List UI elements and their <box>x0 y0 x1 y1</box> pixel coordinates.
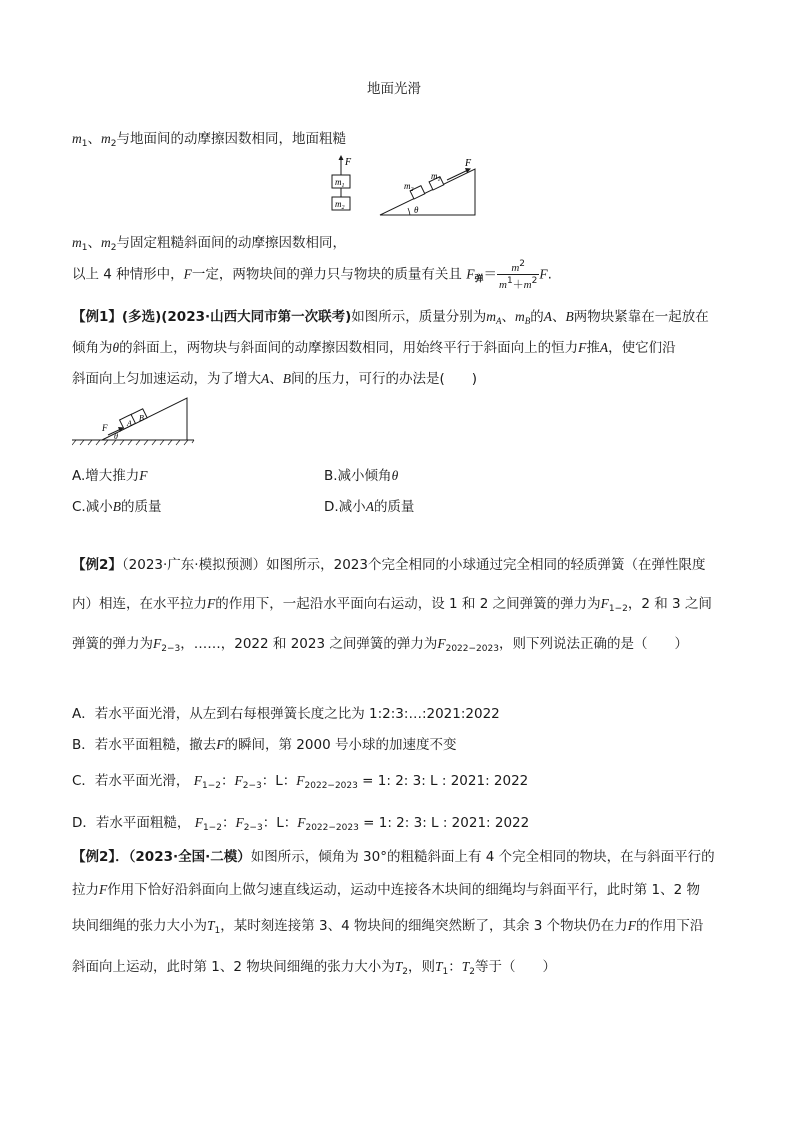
sub-2022-2023: 2022−2023 <box>304 781 358 791</box>
var-m1: m <box>72 235 82 250</box>
sub-2022-2023: 2022−2023 <box>445 644 499 654</box>
sub-1-2: 1−2 <box>608 604 628 614</box>
var-T2: T <box>394 959 403 974</box>
example3-text: ，某时刻连接第 3、4 物块间的细绳突然断了，其余 3 个物块仍在力 <box>220 918 628 934</box>
sub-2022-2023: 2022−2023 <box>305 823 359 833</box>
example2-text: 弹簧的弹力为 <box>72 636 153 652</box>
option-b[interactable] <box>72 733 456 753</box>
condition-text: 与固定粗糙斜面间的动摩擦因数相同， <box>116 235 346 251</box>
var-F: F <box>207 596 216 611</box>
section-heading: 地面光滑 <box>367 81 421 97</box>
var-theta: θ <box>112 340 120 355</box>
example2-source: （2023·广东·模拟预测） <box>121 557 267 573</box>
var-F: F <box>235 815 244 830</box>
example1-tag: 【例1】 <box>72 309 122 325</box>
ellipsis-L: L <box>275 773 283 789</box>
var-F: F <box>627 918 636 933</box>
force-arrowhead-up <box>339 155 344 160</box>
sub-2: 2 <box>110 243 117 253</box>
example2-text: 如图所示，2023个完全相同的小球通过完全相同的轻质弹簧（在弹性限度 <box>266 557 706 573</box>
sub-A: A <box>496 316 502 326</box>
colon: ： <box>261 773 276 789</box>
example3-text: 的作用下沿 <box>635 918 704 934</box>
example2-text: 的作用下，一起沿水平面向右运动，设 1 和 2 之间弹簧的弹力为 <box>215 596 601 612</box>
sub-2: 2 <box>110 139 117 149</box>
colon: ： <box>282 773 297 789</box>
var-T2: T <box>461 959 470 974</box>
separator: 、 <box>552 309 566 325</box>
example1-text: 倾角为 <box>72 340 113 356</box>
var-F: F <box>194 815 203 830</box>
sub-2-3: 2−3 <box>243 823 263 833</box>
ellipsis-L: L <box>276 815 284 831</box>
label-A: A <box>127 419 132 428</box>
var-A: A <box>599 340 609 355</box>
option-b-text: B.减小倾角 <box>324 468 392 484</box>
option-c-text: C．若水平面光滑， <box>72 773 190 789</box>
example3-text: 作用下恰好沿斜面向上做匀速直线运动，运动中连接各木块间的细绳均与斜面平行，此时第 1、2 物 <box>107 882 701 898</box>
example3-line3 <box>72 909 703 948</box>
example3-line1 <box>72 841 715 874</box>
period: . <box>547 266 552 283</box>
sub-2-3: 2−3 <box>161 644 181 654</box>
sub-1: 1 <box>214 926 221 936</box>
var-F: F <box>216 737 225 752</box>
option-d[interactable] <box>72 811 529 833</box>
example3-text: 等于（ ） <box>475 959 557 975</box>
option-b-text: 的瞬间，第 2000 号小球的加速度不变 <box>224 737 457 753</box>
sub-1-2: 1−2 <box>202 823 222 833</box>
var-m2: m <box>100 131 111 146</box>
ratio-rhs: = 1: 2: 3: L : 2021: 2022 <box>363 815 530 831</box>
sub-2-3: 2−3 <box>242 781 262 791</box>
var-m2: m <box>100 235 111 250</box>
example3-text: 块间细绳的张力大小为 <box>72 918 207 934</box>
label-m2-incline: $m_2$ <box>404 181 414 193</box>
sub-1: 1 <box>81 243 88 253</box>
sub-1: 1 <box>81 139 88 149</box>
option-b[interactable] <box>324 464 398 484</box>
separator: 、 <box>501 309 516 325</box>
example1-text: 的 <box>530 309 544 325</box>
conclusion-pre: 以上 4 种情形中， <box>72 266 184 283</box>
example1-text: ，使它们沿 <box>608 340 676 356</box>
conclusion-line <box>72 258 552 291</box>
label-F: F <box>102 423 108 433</box>
incline-triangle <box>380 169 475 215</box>
example2-line1 <box>72 549 705 582</box>
var-F: F <box>193 773 202 788</box>
example3-text: 斜面向上运动，此时第 1、2 物块间细绳的张力大小为 <box>72 959 395 975</box>
option-d-text: D．若水平面粗糙， <box>72 815 191 831</box>
example2-tag: 【例2】 <box>72 557 122 573</box>
separator: 、 <box>87 235 101 251</box>
var-F: F <box>234 773 243 788</box>
equals-sign: ＝ <box>483 266 497 283</box>
option-d[interactable] <box>324 495 414 515</box>
example3-line2 <box>72 873 700 907</box>
label-m1-incline: $m_1$ <box>431 171 441 183</box>
option-c[interactable] <box>72 495 161 515</box>
var-F: F <box>296 773 305 788</box>
var-F: F <box>297 815 306 830</box>
separator: 、 <box>269 371 283 387</box>
example3-text: 拉力 <box>72 882 99 898</box>
separator: 、 <box>87 131 101 147</box>
force-arrow-incline <box>447 170 468 180</box>
example1-line3 <box>72 362 477 396</box>
label-m2-vertical: $m_2$ <box>335 199 345 211</box>
sub-elastic: 弹 <box>474 274 484 285</box>
var-F23: F <box>153 636 162 651</box>
colon: ： <box>220 773 235 789</box>
conclusion-mid: 一定，两物块间的弹力只与物块的质量有关且 <box>191 266 462 283</box>
example3-text: 如图所示，倾角为 30°的粗糙斜面上有 4 个完全相同的物块，在与斜面平行的 <box>250 849 715 865</box>
var-A: A <box>261 371 270 386</box>
option-c-text: C.减小 <box>72 499 113 515</box>
example2-text: ，2 和 3 之间 <box>627 596 712 612</box>
example1-text: 的斜面上，两物块与斜面间的动摩擦因数相同，用始终平行于斜面向上的恒力 <box>119 340 579 356</box>
example3-line4 <box>72 950 556 989</box>
colon: ： <box>262 815 277 831</box>
var-m1: m <box>72 131 82 146</box>
example2-text: ，……，2022 和 2023 之间弹簧的弹力为 <box>180 636 438 652</box>
example1-text: 间的压力，可行的办法是( ) <box>291 371 478 387</box>
mass-fraction: $\frac{m^2}{m^1+m^2}$ <box>498 259 538 291</box>
var-F: F <box>578 340 587 355</box>
sub-1: 1 <box>442 967 449 977</box>
var-T1: T <box>207 918 215 933</box>
figure-blocks-diagram <box>325 155 485 220</box>
example2-line2 <box>72 587 712 626</box>
var-F: F <box>139 468 148 483</box>
example1-text: 两物块紧靠在一起放在 <box>573 309 709 325</box>
option-d-text: 的质量 <box>373 499 415 515</box>
label-F-vertical: F <box>345 157 352 168</box>
var-F12: F <box>600 596 609 611</box>
example3-text: ，则 <box>408 959 436 975</box>
var-mA: m <box>486 309 497 324</box>
var-Fn: F <box>437 636 446 651</box>
option-c[interactable] <box>72 769 528 791</box>
sub-1-2: 1−2 <box>201 781 221 791</box>
option-c-text: 的质量 <box>120 499 162 515</box>
sub-2: 2 <box>469 967 476 977</box>
option-a[interactable]: A．若水平面光滑，从左到右每根弹簧长度之比为 1:2:3:…:2021:2022 <box>72 706 500 722</box>
sub-2: 2 <box>402 967 409 977</box>
option-a-text: A.增大推力 <box>72 468 140 484</box>
example1-incline-diagram <box>72 395 197 447</box>
example2-text: ，则下列说法正确的是（ ） <box>498 636 688 652</box>
example3-tag: 【例2】 <box>72 849 116 865</box>
example3-source: ．（2023·全国·二模） <box>115 849 251 865</box>
var-A: A <box>543 309 553 324</box>
var-mB: m <box>515 309 525 324</box>
var-F: F <box>99 882 108 897</box>
label-theta: θ <box>414 205 419 215</box>
label-B: B <box>139 413 144 423</box>
ground-hatching <box>72 440 194 445</box>
example1-text: 如图所示，质量分别为 <box>351 309 487 325</box>
ratio-rhs: = 1: 2: 3: L : 2021: 2022 <box>362 773 529 789</box>
condition-line-2 <box>72 231 346 253</box>
colon: ： <box>283 815 298 831</box>
var-F-elastic: F <box>466 266 475 282</box>
var-B: B <box>565 309 574 324</box>
condition-line-1 <box>72 127 346 149</box>
condition-text: 与地面间的动摩擦因数相同，地面粗糙 <box>116 131 346 147</box>
var-B: B <box>282 371 291 386</box>
option-d-text: D.减小 <box>324 499 366 515</box>
option-a[interactable] <box>72 464 148 484</box>
var-T1: T <box>435 959 443 974</box>
example1-source: (多选)(2023·山西大同市第一次联考) <box>121 309 352 325</box>
label-theta: θ <box>114 432 118 441</box>
var-theta: θ <box>391 468 399 483</box>
example1-text: 推 <box>586 340 600 356</box>
sub-B: B <box>524 316 531 326</box>
example1-text: 斜面向上匀加速运动，为了增大 <box>72 371 261 387</box>
var-F: F <box>183 266 192 282</box>
angle-arc <box>408 208 410 215</box>
colon: ： <box>448 959 462 975</box>
example1-line2 <box>72 331 676 365</box>
example2-line3 <box>72 627 688 666</box>
example2-text: 内）相连，在水平拉力 <box>72 596 207 612</box>
label-m1-vertical: $m_1$ <box>335 177 345 189</box>
var-A: A <box>365 499 374 514</box>
var-B: B <box>112 499 121 514</box>
colon: ： <box>221 815 236 831</box>
var-F-tail: F <box>539 266 548 282</box>
label-F-incline: F <box>465 158 472 169</box>
option-b-text: B．若水平面粗糙，撤去 <box>72 737 217 753</box>
